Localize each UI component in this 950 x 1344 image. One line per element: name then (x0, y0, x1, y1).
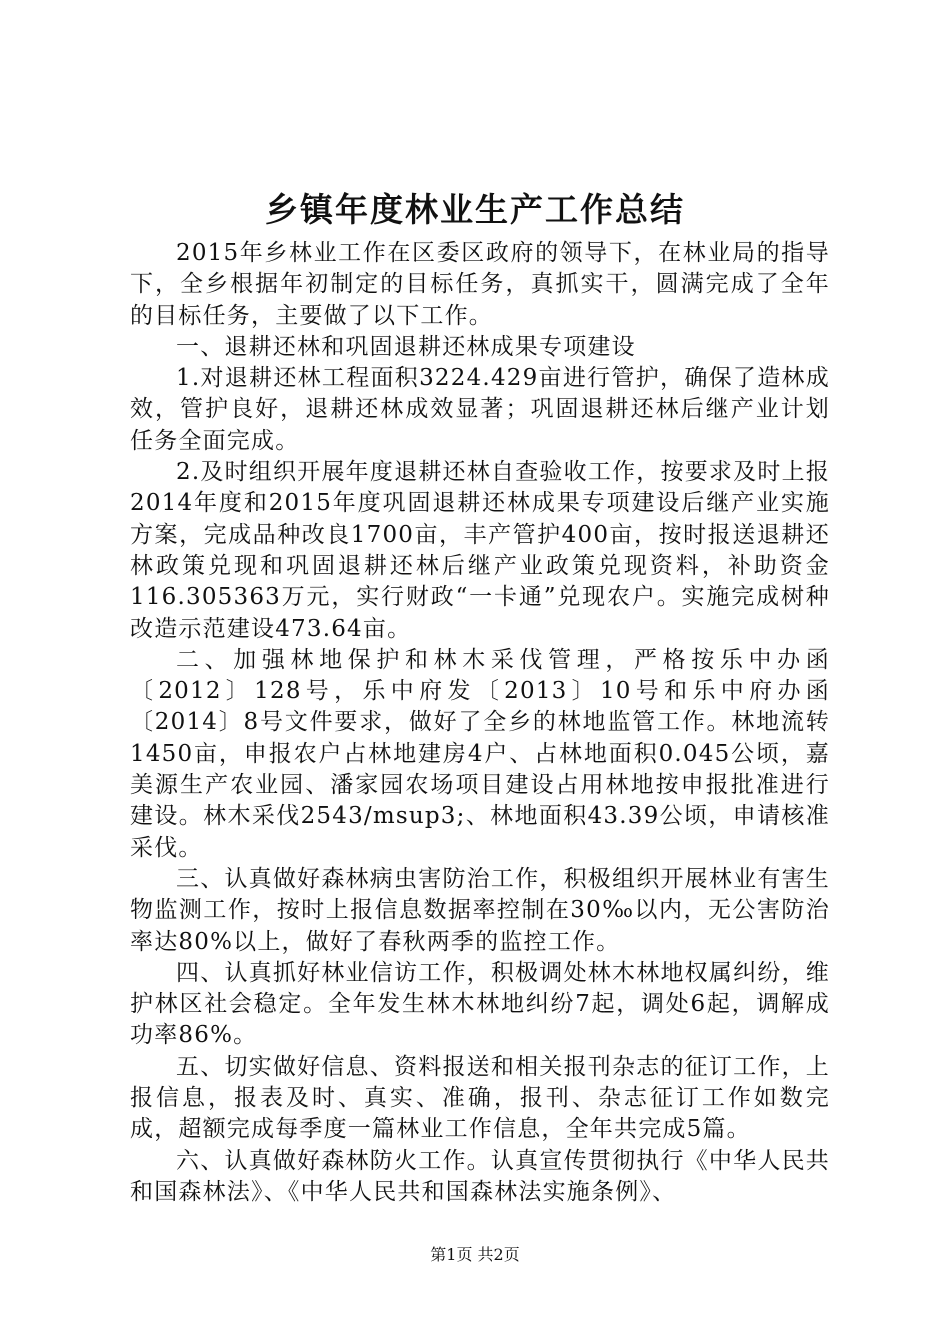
section-heading-1: 一、退耕还林和巩固退耕还林成果专项建设 (176, 333, 636, 360)
page-number-footer: 第1页 共2页 (430, 1245, 520, 1264)
paragraph-intro: 2015年乡林业工作在区委区政府的领导下，在林业局的指导下，全乡根据年初制定的目标任务，真抓实干，圆满完成了全年的目标任务，主要做了以下工作。 (130, 240, 830, 329)
paragraph-1-2: 2.及时组织开展年度退耕还林自查验收工作，按要求及时上报2014年度和2015年度巩固退耕还林成果专项建设后继产业实施方案，完成品种改良1700亩，丰产管护400亩，按时报送退耕还林政策兑现和巩固退耕还林后继产业政策兑现资料，补助资金116.305363万元，实行财政“一卡通”兑现农户。实施完成树种改造示范建设473.64亩。 (130, 459, 830, 642)
paragraph-section-6: 六、认真做好森林防火工作。认真宣传贯彻执行《中华人民共和国森林法》、《中华人民共和国森林法实施条例》、 (130, 1147, 830, 1205)
paragraph-section-2: 二、加强林地保护和林木采伐管理，严格按乐中办函〔2012〕128号，乐中府发〔2013〕10号和乐中府办函〔2014〕8号文件要求，做好了全乡的林地监管工作。林地流转1450亩，申报农户占林地建房4户、占林地面积0.045公顷，嘉美源生产农业园、潘家园农场项目建设占用林地按申报批准进行建设。林木采伐2543/msup3;、林地面积43.39公顷，申请核准采伐。 (130, 646, 830, 861)
document-title: 乡镇年度林业生产工作总结 (265, 190, 685, 229)
paragraph-section-3: 三、认真做好森林病虫害防治工作，积极组织开展林业有害生物监测工作，按时上报信息数据率控制在30‰以内，无公害防治率达80%以上，做好了春秋两季的监控工作。 (130, 865, 830, 955)
document-body (130, 238, 830, 1208)
paragraph-section-4: 四、认真抓好林业信访工作，积极调处林木林地权属纠纷，维护林区社会稳定。全年发生林木林地纠纷7起，调处6起，调解成功率86%。 (130, 959, 830, 1049)
paragraph-section-5: 五、切实做好信息、资料报送和相关报刊杂志的征订工作，上报信息，报表及时、真实、准确，报刊、杂志征订工作如数完成，超额完成每季度一篇林业工作信息，全年共完成5篇。 (130, 1053, 830, 1143)
paragraph-1-1: 1.对退耕还林工程面积3224.429亩进行管护，确保了造林成效，管护良好，退耕还林成效显著；巩固退耕还林后继产业计划任务全面完成。 (130, 365, 830, 454)
